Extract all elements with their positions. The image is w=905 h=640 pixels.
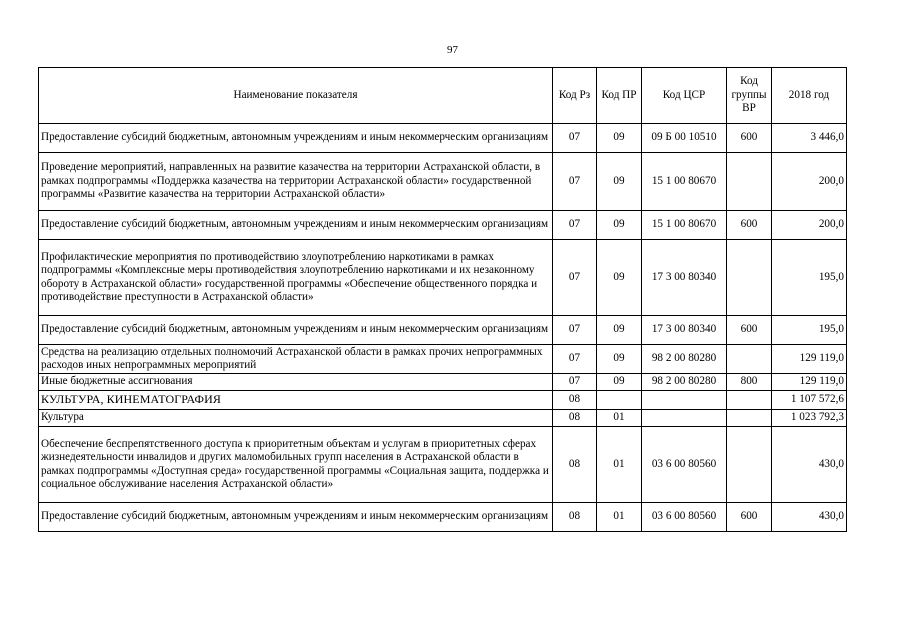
row-rz: 08: [553, 503, 597, 532]
row-rz: 08: [553, 391, 597, 410]
row-pr: 01: [597, 410, 642, 427]
budget-table: [38, 67, 847, 532]
table-row: [39, 427, 847, 503]
row-name: Предоставление субсидий бюджетным, автономным учреждениям и иным некоммерческим организациям: [39, 124, 553, 153]
row-amount: 200,0: [772, 211, 847, 240]
row-csr: 15 1 00 80670: [642, 211, 727, 240]
row-amount: 430,0: [772, 427, 847, 503]
row-pr: 09: [597, 153, 642, 211]
row-csr: 03 6 00 80560: [642, 503, 727, 532]
row-name: Обеспечение беспрепятственного доступа к приоритетным объектам и услугам в приоритетных сферах жизнедеятельности инвалидов и других маломобильных групп населения в Астраханской области в рамках подпрограммы «Доступная среда» государственной программы «Социальная защита, поддержка и социальное обслуживание населения Астраханской области»: [39, 427, 553, 503]
row-amount: 1 023 792,3: [772, 410, 847, 427]
row-vr: 600: [727, 124, 772, 153]
row-name: Культура: [39, 410, 553, 427]
row-name: Профилактические мероприятия по противодействию злоупотреблению наркотиками в рамках подпрограммы «Комплексные меры противодействия злоупотреблению наркотиками и их незаконному обороту в Астраханской области» государственной программы «Обеспечение общественного порядка и противодействие преступности в Астраханской области»: [39, 240, 553, 316]
row-pr: 09: [597, 240, 642, 316]
row-amount: 195,0: [772, 240, 847, 316]
table-header-row: [39, 68, 847, 124]
table-row: [39, 240, 847, 316]
row-rz: 08: [553, 410, 597, 427]
row-name: Иные бюджетные ассигнования: [39, 374, 553, 391]
row-rz: 07: [553, 374, 597, 391]
row-csr: 98 2 00 80280: [642, 374, 727, 391]
table-row: [39, 374, 847, 391]
table-row: [39, 316, 847, 345]
header-vr: Код группы ВР: [727, 68, 772, 124]
row-rz: 07: [553, 124, 597, 153]
row-vr: [727, 345, 772, 374]
row-amount: 129 119,0: [772, 345, 847, 374]
row-rz: 07: [553, 316, 597, 345]
row-pr: 09: [597, 345, 642, 374]
row-csr: [642, 391, 727, 410]
row-amount: 129 119,0: [772, 374, 847, 391]
row-pr: 01: [597, 503, 642, 532]
header-name: Наименование показателя: [39, 68, 553, 124]
row-name: Предоставление субсидий бюджетным, автономным учреждениям и иным некоммерческим организациям: [39, 211, 553, 240]
row-name: Предоставление субсидий бюджетным, автономным учреждениям и иным некоммерческим организациям: [39, 503, 553, 532]
row-pr: 09: [597, 211, 642, 240]
row-pr: 09: [597, 374, 642, 391]
row-name: Средства на реализацию отдельных полномочий Астраханской области в рамках прочих непрограммных расходов иных непрограммных мероприятий: [39, 345, 553, 374]
row-vr: 600: [727, 316, 772, 345]
row-pr: 09: [597, 316, 642, 345]
row-csr: 03 6 00 80560: [642, 427, 727, 503]
row-name: КУЛЬТУРА, КИНЕМАТОГРАФИЯ: [39, 391, 553, 410]
row-vr: [727, 427, 772, 503]
row-vr: 600: [727, 503, 772, 532]
row-rz: 07: [553, 345, 597, 374]
header-pr: Код ПР: [597, 68, 642, 124]
header-csr: Код ЦСР: [642, 68, 727, 124]
table-row: [39, 503, 847, 532]
header-year: 2018 год: [772, 68, 847, 124]
row-amount: 3 446,0: [772, 124, 847, 153]
row-amount: 430,0: [772, 503, 847, 532]
row-vr: [727, 391, 772, 410]
row-csr: 09 Б 00 10510: [642, 124, 727, 153]
header-rz: Код Рз: [553, 68, 597, 124]
table-row: [39, 391, 847, 410]
row-pr: 01: [597, 427, 642, 503]
row-csr: 17 3 00 80340: [642, 240, 727, 316]
row-csr: 98 2 00 80280: [642, 345, 727, 374]
table-row: [39, 124, 847, 153]
row-csr: 15 1 00 80670: [642, 153, 727, 211]
table-row: [39, 211, 847, 240]
row-vr: [727, 153, 772, 211]
row-vr: [727, 410, 772, 427]
table-row: [39, 410, 847, 427]
row-name: Предоставление субсидий бюджетным, автономным учреждениям и иным некоммерческим организациям: [39, 316, 553, 345]
row-csr: [642, 410, 727, 427]
row-pr: [597, 391, 642, 410]
row-rz: 07: [553, 211, 597, 240]
page-number: 97: [447, 44, 458, 56]
row-amount: 200,0: [772, 153, 847, 211]
row-vr: 600: [727, 211, 772, 240]
row-vr: [727, 240, 772, 316]
row-rz: 07: [553, 153, 597, 211]
row-rz: 07: [553, 240, 597, 316]
row-vr: 800: [727, 374, 772, 391]
row-amount: 1 107 572,6: [772, 391, 847, 410]
row-name: Проведение мероприятий, направленных на развитие казачества на территории Астраханской области, в рамках подпрограммы «Поддержка казачества на территории Астраханской области» государственной программы «Развитие казачества на территории Астраханской области»: [39, 153, 553, 211]
row-csr: 17 3 00 80340: [642, 316, 727, 345]
row-pr: 09: [597, 124, 642, 153]
table-row: [39, 345, 847, 374]
row-amount: 195,0: [772, 316, 847, 345]
row-rz: 08: [553, 427, 597, 503]
table-row: [39, 153, 847, 211]
